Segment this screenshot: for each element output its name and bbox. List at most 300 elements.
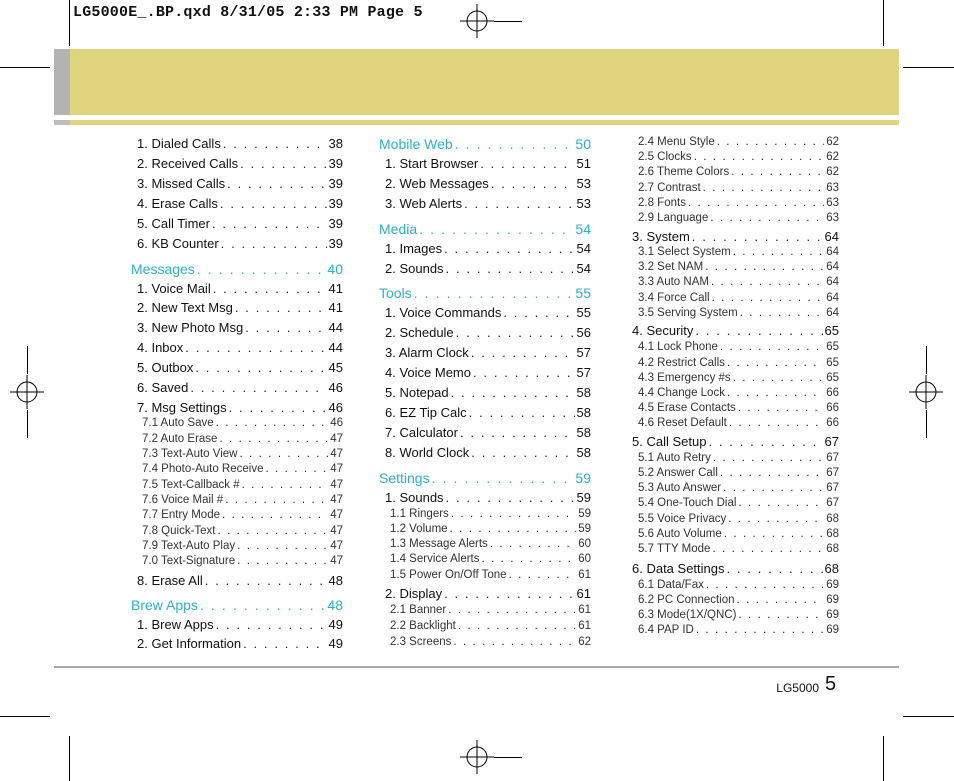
- toc-entry-page: 66: [826, 417, 839, 430]
- toc-entry-page: 47: [330, 478, 343, 491]
- toc-entry-page: 54: [576, 240, 591, 256]
- toc-entry-title: 6. EZ Tip Calc: [385, 404, 467, 420]
- registration-mark-top-icon: [460, 4, 494, 38]
- toc-entry-page: 58: [576, 444, 591, 460]
- toc-dot-leader: [237, 555, 328, 567]
- toc-entry-title: 3.3 Auto NAM: [638, 276, 709, 289]
- toc-entry-title: 5. Call Setup: [632, 433, 707, 449]
- toc-entry: [638, 136, 839, 148]
- toc-dot-leader: [243, 636, 326, 651]
- toc-entry: [638, 212, 839, 224]
- toc-entry: [390, 604, 591, 616]
- toc-dot-leader: [223, 136, 327, 151]
- toc-entry-page: 54: [576, 260, 591, 276]
- toc-dot-leader: [490, 538, 576, 550]
- toc-entry-page: 59: [578, 507, 591, 520]
- toc-dot-leader: [706, 579, 824, 591]
- toc-dot-leader: [221, 236, 327, 251]
- toc-entry-title: 6. Saved: [137, 380, 189, 395]
- toc-entry-title: 2. New Text Msg: [137, 300, 233, 316]
- toc-section-entry: [379, 285, 591, 301]
- toc-entry: [638, 543, 839, 555]
- toc-dot-leader: [205, 573, 327, 588]
- toc-entry-title: 3.2 Set NAM: [638, 261, 704, 274]
- toc-dot-leader: [491, 176, 575, 191]
- toc-entry-page: 69: [826, 593, 839, 606]
- toc-entry-title: 4.6 Reset Default: [638, 417, 727, 430]
- toc-entry-title: 1. Sounds: [385, 489, 444, 505]
- toc-entry-title: 7.3 Text-Auto View: [142, 448, 238, 460]
- toc-entry-title: 5. Notepad: [385, 384, 449, 400]
- toc-entry: [142, 433, 343, 445]
- toc-entry: [385, 156, 591, 171]
- toc-entry: [142, 463, 343, 475]
- toc-entry-page: 58: [576, 424, 591, 440]
- footer-rule: [54, 666, 899, 668]
- crop-mark: [27, 346, 28, 374]
- toc-dot-leader: [216, 617, 327, 632]
- toc-entry: [385, 261, 591, 276]
- toc-entry-title: 7.8 Quick-Text: [142, 524, 216, 537]
- crop-mark: [27, 410, 28, 438]
- toc-entry-page: 66: [826, 402, 839, 415]
- toc-dot-leader: [444, 586, 574, 601]
- crop-mark: [903, 67, 954, 68]
- toc-entry-title: 4. Voice Memo: [385, 364, 471, 380]
- toc-dot-leader: [229, 400, 327, 415]
- toc-entry: [638, 261, 839, 273]
- toc-entry: [632, 323, 839, 338]
- toc-entry-page: 61: [578, 604, 591, 617]
- toc-dot-leader: [185, 340, 326, 355]
- toc-entry-title: 7.6 Voice Mail #: [142, 493, 224, 506]
- toc-entry-title: 1.1 Ringers: [390, 507, 449, 520]
- toc-entry: [638, 166, 839, 178]
- toc-entry: [137, 400, 343, 415]
- toc-entry-page: 38: [328, 136, 343, 151]
- toc-entry-title: Settings: [379, 469, 430, 486]
- crop-mark: [903, 716, 954, 717]
- toc-entry-page: 61: [576, 586, 591, 602]
- toc-entry-page: 66: [826, 386, 839, 399]
- toc-dot-leader: [222, 509, 328, 521]
- toc-entry-page: 62: [826, 136, 839, 148]
- toc-entry: [385, 176, 591, 191]
- toc-dot-leader: [225, 494, 328, 506]
- toc-entry: [638, 594, 839, 606]
- toc-entry-page: 45: [328, 360, 343, 376]
- crop-mark: [69, 736, 70, 781]
- toc-entry: [142, 494, 343, 506]
- toc-dot-leader: [724, 528, 824, 540]
- toc-entry: [142, 509, 343, 521]
- toc-dot-leader: [480, 156, 574, 171]
- toc-dot-leader: [737, 594, 825, 606]
- toc-entry: [390, 508, 591, 520]
- toc-entry-title: 3. System: [632, 228, 690, 244]
- toc-dot-leader: [239, 448, 328, 460]
- toc-dot-leader: [711, 276, 824, 288]
- toc-entry-title: 7. Calculator: [385, 424, 458, 440]
- toc-entry-page: 65: [826, 371, 839, 384]
- toc-entry: [137, 156, 343, 171]
- toc-dot-leader: [710, 212, 824, 224]
- toc-entry-page: 62: [826, 166, 839, 179]
- toc-entry-title: 3.1 Select System: [638, 246, 731, 258]
- toc-entry-title: Messages: [131, 260, 195, 277]
- toc-dot-leader: [432, 470, 574, 486]
- toc-dot-leader: [218, 525, 329, 537]
- toc-entry-title: 2. Schedule: [385, 325, 454, 341]
- toc-entry-title: 2.2 Backlight: [390, 620, 456, 632]
- toc-entry-page: 62: [826, 151, 839, 164]
- toc-entry: [142, 540, 343, 552]
- toc-dot-leader: [728, 513, 824, 525]
- toc-dot-leader: [195, 360, 326, 375]
- toc-entry-title: 7. Msg Settings: [137, 399, 227, 415]
- toc-dot-leader: [200, 597, 325, 613]
- toc-entry-title: 1. Brew Apps: [137, 616, 214, 632]
- toc-dot-leader: [738, 497, 824, 509]
- toc-entry: [632, 434, 839, 449]
- toc-entry-title: 7.1 Auto Save: [142, 417, 214, 430]
- toc-entry-page: 54: [575, 220, 591, 237]
- toc-entry-title: 7.9 Text-Auto Play: [142, 539, 236, 552]
- toc-dot-leader: [216, 417, 329, 429]
- toc-dot-leader: [235, 300, 327, 315]
- toc-entry-page: 60: [578, 538, 591, 551]
- toc-dot-leader: [473, 365, 575, 380]
- toc-entry-title: 5.7 TTY Mode: [638, 543, 711, 555]
- toc-entry: [385, 345, 591, 360]
- toc-dot-leader: [717, 136, 824, 148]
- toc-entry-page: 69: [826, 608, 839, 621]
- toc-entry: [638, 182, 839, 194]
- toc-entry: [638, 624, 839, 636]
- toc-entry-page: 39: [328, 215, 343, 231]
- toc-dot-leader: [731, 166, 824, 178]
- toc-entry-title: 6. Data Settings: [632, 560, 725, 576]
- toc-dot-leader: [213, 281, 327, 296]
- toc-entry: [638, 417, 839, 429]
- toc-entry-title: 1.2 Volume: [390, 522, 448, 535]
- toc-dot-leader: [471, 345, 575, 360]
- toc-entry-title: 3. Alarm Clock: [385, 345, 469, 360]
- toc-entry: [385, 241, 591, 256]
- toc-entry: [137, 573, 343, 588]
- toc-dot-leader: [696, 624, 824, 636]
- toc-entry-page: 68: [826, 512, 839, 525]
- toc-entry: [137, 636, 343, 651]
- toc-entry: [137, 340, 343, 355]
- toc-entry-title: 5. Call Timer: [137, 215, 210, 231]
- toc-dot-leader: [727, 387, 824, 399]
- toc-entry: [142, 525, 343, 537]
- toc-entry-title: 2.1 Banner: [390, 604, 447, 617]
- header-rule-gray: [54, 120, 70, 125]
- toc-entry: [137, 281, 343, 296]
- toc-dot-leader: [451, 385, 575, 400]
- toc-entry-title: 1.5 Power On/Off Tone: [390, 568, 507, 581]
- toc-entry-page: 44: [328, 320, 343, 336]
- toc-entry: [137, 300, 343, 315]
- toc-dot-leader: [692, 229, 823, 244]
- toc-entry: [137, 380, 343, 395]
- toc-entry-page: 44: [328, 340, 343, 356]
- toc-entry-page: 63: [826, 196, 839, 209]
- toc-entry-page: 47: [330, 555, 343, 568]
- toc-entry-title: 4.1 Lock Phone: [638, 341, 718, 354]
- toc-entry-title: 3. Web Alerts: [385, 195, 463, 211]
- toc-entry-page: 47: [330, 448, 343, 460]
- toc-dot-leader: [190, 380, 326, 395]
- toc-entry-title: 4. Security: [632, 323, 694, 339]
- crop-mark: [0, 716, 50, 717]
- toc-dot-leader: [446, 261, 575, 276]
- toc-entry-page: 63: [826, 212, 839, 224]
- toc-entry-title: Media: [379, 220, 418, 237]
- toc-entry: [638, 372, 839, 384]
- toc-entry-title: 1. Start Browser: [385, 156, 479, 171]
- header-rule-yellow: [70, 120, 899, 125]
- toc-dot-leader: [509, 569, 577, 581]
- toc-entry-page: 62: [578, 635, 591, 648]
- toc-entry-page: 59: [578, 522, 591, 535]
- toc-entry-page: 47: [330, 493, 343, 506]
- toc-entry-page: 64: [826, 291, 839, 304]
- toc-entry-page: 50: [575, 136, 591, 152]
- toc-entry-page: 58: [576, 384, 591, 400]
- toc-entry-page: 59: [576, 489, 591, 505]
- toc-entry-page: 49: [328, 616, 343, 632]
- toc-entry-page: 67: [824, 433, 839, 449]
- toc-entry-page: 58: [576, 404, 591, 420]
- toc-entry-page: 41: [328, 280, 343, 296]
- toc-entry-page: 69: [826, 578, 839, 591]
- toc-entry-title: 3.5 Serving System: [638, 306, 738, 319]
- crop-mark: [69, 0, 70, 46]
- toc-entry-title: 7.7 Entry Mode: [142, 509, 220, 522]
- toc-entry: [385, 305, 591, 320]
- toc-entry-page: 64: [826, 246, 839, 258]
- toc-entry-page: 67: [826, 497, 839, 510]
- toc-entry: [632, 229, 839, 244]
- toc-dot-leader: [242, 479, 329, 491]
- toc-entry-title: 2. Sounds: [385, 260, 444, 276]
- toc-entry: [638, 387, 839, 399]
- toc-entry: [638, 528, 839, 540]
- toc-dot-leader: [419, 221, 573, 237]
- toc-entry: [142, 555, 343, 567]
- toc-dot-leader: [738, 609, 824, 621]
- toc-dot-leader: [708, 434, 822, 449]
- toc-dot-leader: [713, 452, 824, 464]
- toc-entry-page: 53: [576, 195, 591, 211]
- toc-dot-leader: [481, 553, 576, 565]
- toc-entry-title: 4.4 Change Lock: [638, 386, 725, 399]
- toc-entry: [137, 136, 343, 151]
- toc-dot-leader: [240, 156, 326, 171]
- toc-entry-title: 3. Missed Calls: [137, 175, 226, 191]
- toc-entry: [385, 445, 591, 460]
- toc-entry-page: 65: [826, 341, 839, 354]
- toc-dot-leader: [694, 151, 825, 163]
- toc-entry-title: 4.2 Restrict Calls: [638, 356, 725, 369]
- toc-entry-page: 46: [328, 399, 343, 415]
- toc-dot-leader: [720, 467, 824, 479]
- toc-entry-title: 5.1 Auto Retry: [638, 451, 711, 464]
- toc-entry-title: 5.3 Auto Answer: [638, 482, 722, 495]
- toc-section-entry: [379, 221, 591, 237]
- toc-dot-leader: [738, 402, 824, 414]
- toc-entry-page: 57: [576, 345, 591, 360]
- toc-dot-leader: [712, 543, 824, 555]
- toc-entry-title: 8. World Clock: [385, 444, 470, 460]
- toc-entry: [137, 236, 343, 251]
- toc-entry-page: 55: [576, 305, 591, 321]
- toc-dot-leader: [733, 372, 825, 384]
- toc-entry-title: 2.5 Clocks: [638, 151, 692, 164]
- toc-entry: [638, 579, 839, 591]
- toc-dot-leader: [451, 508, 576, 520]
- toc-entry: [638, 497, 839, 509]
- toc-section-entry: [379, 470, 591, 486]
- toc-entry-title: Mobile Web: [379, 136, 453, 152]
- toc-entry-title: 2.4 Menu Style: [638, 136, 715, 148]
- toc-entry-title: 6.3 Mode(1X/QNC): [638, 608, 737, 621]
- toc-entry-page: 46: [328, 380, 343, 395]
- toc-entry-title: 1. Images: [385, 240, 443, 256]
- toc-entry: [638, 307, 839, 319]
- toc-entry: [638, 357, 839, 369]
- toc-dot-leader: [469, 405, 575, 420]
- toc-entry-title: 7.4 Photo-Auto Receive: [142, 463, 264, 476]
- toc-entry: [385, 490, 591, 505]
- registration-mark-bottom-icon: [460, 740, 494, 774]
- toc-entry-title: Tools: [379, 285, 412, 302]
- toc-entry-page: 49: [328, 636, 343, 652]
- toc-entry-title: 1. Dialed Calls: [137, 136, 221, 151]
- toc-dot-leader: [705, 261, 824, 273]
- toc-entry-title: 5.5 Voice Privacy: [638, 512, 727, 525]
- toc-section-entry: [131, 597, 343, 613]
- toc-entry-page: 68: [826, 543, 839, 555]
- toc-entry: [638, 482, 839, 494]
- toc-dot-leader: [727, 357, 824, 369]
- toc-entry-page: 39: [328, 155, 343, 171]
- toc-entry-title: Brew Apps: [131, 596, 198, 613]
- toc-dot-leader: [219, 433, 328, 445]
- toc-dot-leader: [458, 620, 576, 632]
- toc-entry-page: 61: [578, 568, 591, 581]
- toc-dot-leader: [471, 445, 574, 460]
- toc-entry-page: 51: [576, 156, 591, 171]
- toc-dot-leader: [414, 285, 574, 301]
- toc-entry: [385, 196, 591, 211]
- toc-entry: [390, 636, 591, 648]
- crop-mark: [0, 67, 50, 68]
- toc-dot-leader: [723, 482, 824, 494]
- toc-dot-leader: [727, 561, 823, 576]
- toc-entry-title: 2. Web Messages: [385, 175, 489, 191]
- toc-entry-page: 40: [327, 260, 343, 277]
- toc-dot-leader: [720, 341, 824, 353]
- toc-dot-leader: [740, 307, 824, 319]
- toc-entry-page: 67: [826, 482, 839, 495]
- toc-entry-page: 56: [576, 325, 591, 341]
- toc-entry-page: 39: [328, 235, 343, 251]
- footer-model: LG5000: [776, 681, 819, 695]
- toc-dot-leader: [197, 261, 326, 277]
- toc-entry-page: 39: [328, 175, 343, 191]
- toc-dot-leader: [446, 490, 575, 505]
- toc-dot-leader: [448, 604, 576, 616]
- toc-entry-title: 1.3 Message Alerts: [390, 538, 488, 551]
- toc-entry-page: 64: [826, 261, 839, 274]
- toc-dot-leader: [688, 197, 824, 209]
- toc-dot-leader: [444, 241, 574, 256]
- toc-entry-title: 6.4 PAP ID: [638, 624, 694, 637]
- toc-entry-page: 64: [826, 276, 839, 289]
- toc-entry: [385, 405, 591, 420]
- toc-entry: [638, 467, 839, 479]
- toc-entry-title: 1. Voice Mail: [137, 280, 211, 296]
- toc-entry-title: 5.4 One-Touch Dial: [638, 497, 737, 510]
- toc-entry-title: 8. Erase All: [137, 572, 203, 588]
- toc-entry-title: 4. Inbox: [137, 340, 184, 356]
- toc-dot-leader: [464, 196, 574, 211]
- toc-entry: [638, 151, 839, 163]
- toc-dot-leader: [220, 196, 327, 211]
- header-yellow-band: [70, 49, 899, 115]
- toc-dot-leader: [503, 305, 574, 320]
- toc-entry-page: 67: [826, 467, 839, 479]
- toc-dot-leader: [450, 523, 577, 535]
- toc-entry-title: 4. Erase Calls: [137, 195, 218, 211]
- toc-entry-page: 47: [330, 463, 343, 476]
- toc-section-entry: [131, 261, 343, 277]
- toc-entry: [385, 325, 591, 340]
- toc-dot-leader: [237, 540, 328, 552]
- toc-entry-page: 39: [328, 195, 343, 211]
- toc-entry: [137, 320, 343, 335]
- toc-dot-leader: [455, 136, 574, 152]
- toc-entry-title: 2.3 Screens: [390, 635, 452, 648]
- toc-entry: [638, 292, 839, 304]
- toc-dot-leader: [703, 182, 825, 194]
- toc-dot-leader: [456, 325, 575, 340]
- toc-entry-title: 2.6 Theme Colors: [638, 166, 730, 179]
- toc-entry: [142, 479, 343, 491]
- toc-entry-page: 47: [330, 539, 343, 552]
- toc-entry: [137, 176, 343, 191]
- toc-entry-title: 1.4 Service Alerts: [390, 553, 480, 566]
- toc-entry-page: 61: [578, 620, 591, 632]
- toc-entry-page: 47: [330, 432, 343, 445]
- toc-entry: [632, 561, 839, 576]
- toc-entry-title: 7.0 Text-Signature: [142, 555, 236, 568]
- toc-entry-title: 2.8 Fonts: [638, 196, 686, 209]
- toc-entry: [638, 609, 839, 621]
- toc-entry-page: 41: [328, 300, 343, 316]
- toc-entry: [142, 448, 343, 460]
- toc-dot-leader: [245, 320, 326, 335]
- toc-entry: [385, 385, 591, 400]
- toc-entry: [390, 620, 591, 632]
- toc-entry-page: 67: [826, 451, 839, 464]
- toc-entry-title: 3.4 Force Call: [638, 291, 710, 304]
- toc-entry: [390, 553, 591, 565]
